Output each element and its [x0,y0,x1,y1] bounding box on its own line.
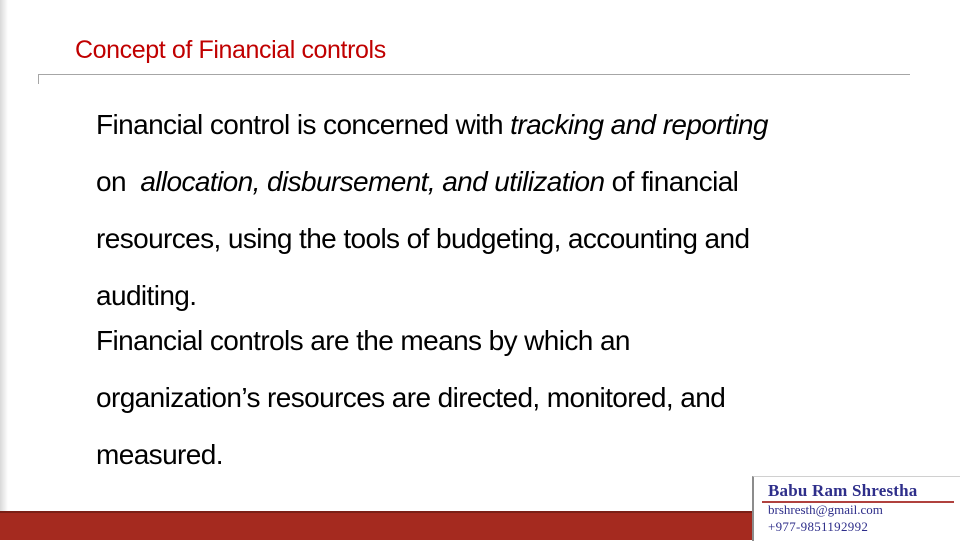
text-span: on [96,166,141,197]
author-name: Babu Ram Shrestha [768,481,918,500]
paragraph-2-line-1: Financial controls are the means by which an [96,325,630,356]
paragraph-1-line-3: resources, using the tools of budgeting, accounting and [96,223,750,254]
left-edge-shadow [0,0,8,540]
paragraph-2-line-2: organization’s resources are directed, monitored, and [96,382,726,413]
author-phone: +977-9851192992 [768,519,869,534]
slide-title: Concept of Financial controls [75,36,386,64]
paragraph-1-line-1 [96,96,896,153]
author-card [752,476,960,541]
paragraph-1-line-2 [96,153,896,210]
paragraph-2-line-3: measured. [96,439,223,470]
title-divider [38,74,910,75]
emphasis-text: allocation, disbursement, and utilization [140,166,605,197]
author-email: brshresth@gmail.com [768,502,883,517]
title-divider-tick [38,74,39,84]
paragraph-1-line-4: auditing. [96,280,197,311]
paragraph-1 [96,96,896,324]
text-span: of financial [604,166,739,197]
text-span: Financial control is concerned with [96,109,511,140]
emphasis-text: tracking and reporting [510,109,768,140]
paragraph-2 [96,312,896,483]
